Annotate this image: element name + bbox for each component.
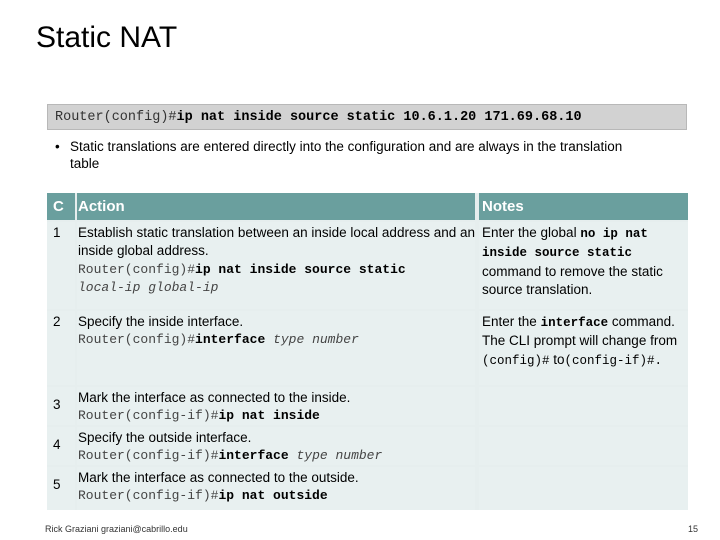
action-command: Router(config)#ip nat inside source static <box>78 261 406 277</box>
bullet-text: Static translations are entered directly into the configuration and are always in the translation table <box>70 139 623 171</box>
table-row <box>47 427 688 465</box>
action-command: Router(config-if)#interface type number <box>78 448 383 464</box>
notes-cell <box>479 222 688 309</box>
header-action: Action <box>77 193 475 220</box>
action-command: Router(config-if)#ip nat inside <box>78 408 320 424</box>
action-cell <box>77 427 475 465</box>
action-command: Router(config)#interface type number <box>78 332 359 348</box>
notes-cell <box>479 427 688 465</box>
action-command: Router(config-if)#ip nat outside <box>78 488 328 504</box>
step-number: 4 <box>47 427 75 465</box>
note-text: command to remove the static source translation. <box>482 263 663 298</box>
action-text: Specify the outside interface. <box>78 430 252 445</box>
footer-author: Rick Graziani graziani@cabrillo.edu <box>45 524 188 534</box>
note-prompt-from: (config)# <box>482 353 550 368</box>
step-number: 3 <box>47 387 75 425</box>
action-text: Mark the interface as connected to the outside. <box>78 470 359 485</box>
nat-config-table <box>47 193 688 510</box>
note-command: interface <box>540 316 609 330</box>
action-cell <box>77 467 475 510</box>
step-number: 1 <box>47 222 75 309</box>
note-text: command. The CLI prompt will change from <box>482 314 678 349</box>
action-command-args: local-ip global-ip <box>78 280 219 296</box>
table-row <box>47 467 688 510</box>
action-cell <box>77 311 475 385</box>
note-prompt-to: (config-if)#. <box>564 353 663 368</box>
notes-cell <box>479 467 688 510</box>
table-row <box>47 387 688 425</box>
page-number: 15 <box>687 524 698 534</box>
command-text: ip nat inside source static 10.6.1.20 171.69.68.10 <box>176 110 582 125</box>
table-row <box>47 222 688 309</box>
note-command: no ip nat inside source static <box>482 227 648 261</box>
note-text: to <box>553 351 565 367</box>
command-example-box <box>47 104 687 130</box>
bullet-dot-icon: • <box>55 139 60 154</box>
action-text: Specify the inside interface. <box>78 314 244 329</box>
command-prompt: Router(config)# <box>55 110 177 125</box>
step-number: 5 <box>47 467 75 510</box>
header-notes: Notes <box>479 193 688 220</box>
action-cell <box>77 222 475 309</box>
note-text: Enter the global <box>482 225 577 240</box>
note-text: Enter the <box>482 314 537 329</box>
notes-cell <box>479 311 688 385</box>
bullet-point <box>55 138 655 172</box>
header-step: C <box>47 193 75 220</box>
step-number: 2 <box>47 311 75 385</box>
notes-cell <box>479 387 688 425</box>
table-row <box>47 311 688 385</box>
action-text: Establish static translation between an inside local address and an inside global address. <box>78 225 475 259</box>
action-cell <box>77 387 475 425</box>
action-text: Mark the interface as connected to the inside. <box>78 390 351 405</box>
slide-title: Static NAT <box>36 21 178 54</box>
